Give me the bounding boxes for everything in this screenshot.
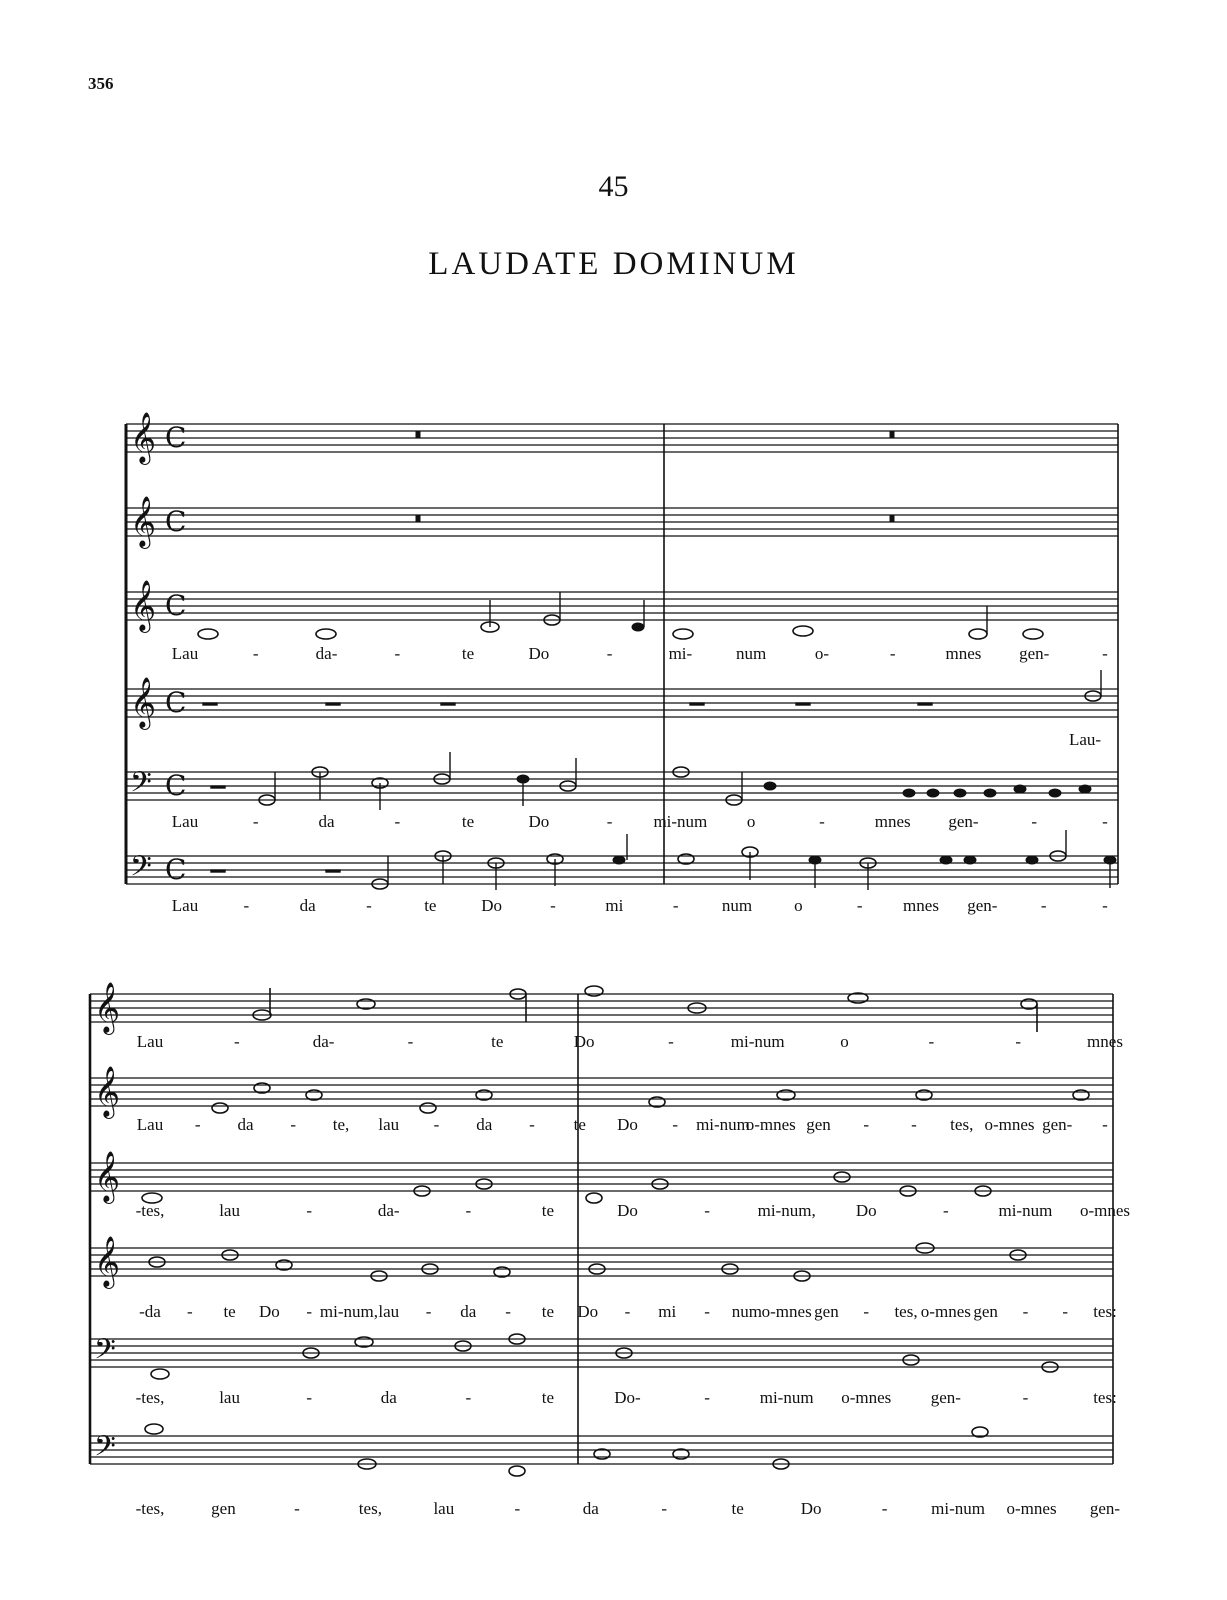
lyric-syllable: - <box>366 896 372 915</box>
lyric-syllable: mnes <box>874 812 911 831</box>
time-signature: C <box>165 686 187 719</box>
lyric-syllable: te <box>424 896 437 915</box>
lyric-syllable: o-mnes <box>920 1302 971 1321</box>
lyric-syllable: lau <box>378 1302 400 1321</box>
lyric-syllable: Lau- <box>1068 730 1102 749</box>
note <box>673 629 693 639</box>
lyric-syllable: gen <box>973 1302 998 1321</box>
lyric-syllable: mnes <box>945 644 982 663</box>
lyric-syllable: - <box>942 1201 949 1220</box>
lyric-syllable: - <box>704 1201 710 1220</box>
lyric-syllable: tes: <box>1093 1388 1117 1407</box>
lyric-syllable: - <box>911 1115 917 1134</box>
treble-clef: 𝄞 <box>130 412 157 463</box>
lyric-syllable: gen- <box>930 1388 961 1407</box>
rest <box>416 431 420 438</box>
lyric-syllable: - <box>1015 1032 1022 1051</box>
lyric-syllable: - <box>606 644 613 663</box>
lyric-syllable: o- <box>814 644 830 663</box>
lyric-syllable: -tes, <box>135 1499 165 1518</box>
system-2-clefs <box>94 982 120 1470</box>
lyric-syllable: - <box>505 1302 511 1321</box>
lyric-syllable: Lau <box>171 812 199 831</box>
lyric-syllable: da- <box>312 1032 335 1051</box>
time-signature: C <box>165 421 187 454</box>
lyric-syllable: o-mnes <box>841 1388 892 1407</box>
lyric-syllable: o-mnes <box>1006 1499 1057 1518</box>
lyric-syllable: - <box>433 1115 440 1134</box>
lyric-syllable: mi-num <box>931 1499 985 1518</box>
lyric-syllable: gen- <box>1042 1115 1073 1134</box>
lyric-syllable: - <box>661 1499 668 1518</box>
lyric-syllable: lau <box>433 1499 455 1518</box>
note <box>969 629 987 639</box>
lyric-syllable: - <box>306 1201 312 1220</box>
lyric-syllable: num <box>736 644 767 663</box>
lyric-syllable: - <box>550 896 556 915</box>
lyric-syllable: gen- <box>967 896 998 915</box>
lyric-syllable: te <box>541 1201 555 1220</box>
lyric-syllable: - <box>252 812 259 831</box>
lyric-syllable: te <box>573 1115 586 1134</box>
lyric-syllable: - <box>1022 1302 1029 1321</box>
treble-clef: 𝄞 <box>94 1151 121 1202</box>
lyric-syllable: mnes <box>903 896 939 915</box>
lyric-syllable: Do <box>528 644 550 663</box>
piece-title: LAUDATE DOMINUM <box>428 246 799 282</box>
lyric-syllable: - <box>465 1388 472 1407</box>
lyric-syllable: da <box>476 1115 493 1134</box>
lyric-syllable: gen- <box>948 812 979 831</box>
lyric-syllable: tes, <box>894 1302 918 1321</box>
lyric-syllable: gen <box>814 1302 839 1321</box>
lyric-syllable: Lau <box>136 1032 164 1051</box>
lyric-syllable: - <box>294 1499 300 1518</box>
lyric-syllable: - <box>863 1115 870 1134</box>
lyric-syllable: mi <box>605 896 624 915</box>
time-signature: C <box>165 769 187 802</box>
lyric-syllable: - <box>394 812 401 831</box>
lyric-syllable: gen- <box>1089 1499 1121 1518</box>
lyric-syllable: - <box>1102 896 1108 915</box>
lyric-syllable: - <box>624 1302 631 1321</box>
piece-number: 45 <box>598 170 629 203</box>
lyric-syllable: da- <box>315 644 338 663</box>
bass-clef: 𝄢 <box>94 1430 116 1470</box>
lyric-syllable: mi-num <box>696 1115 750 1134</box>
lyric-syllable: mnes <box>1087 1032 1123 1051</box>
lyric-syllable: Lau <box>171 896 199 915</box>
lyric-syllable: da <box>237 1115 254 1134</box>
lyric-syllable: o-mnes <box>1079 1201 1131 1220</box>
bass-clef: 𝄢 <box>130 850 152 890</box>
lyric-syllable: te <box>461 644 475 663</box>
lyric-syllable: mi-num <box>653 812 708 831</box>
lyric-syllable: Do <box>800 1499 822 1518</box>
time-signature: C <box>165 853 187 886</box>
note <box>1023 629 1043 639</box>
lyric-syllable: - <box>529 1115 535 1134</box>
lyric-syllable: - <box>1062 1302 1069 1321</box>
lyric-syllable: - <box>1102 812 1108 831</box>
lyric-syllable: da <box>380 1388 397 1407</box>
lyric-syllable: da <box>582 1499 599 1518</box>
lyric-syllable: - <box>252 644 259 663</box>
lyric-syllable: o <box>746 812 756 831</box>
lyric-syllable: - <box>514 1499 521 1518</box>
lyric-syllable: - <box>928 1032 935 1051</box>
lyric-syllable: Do <box>617 1201 638 1220</box>
time-signature: C <box>165 505 187 538</box>
lyric-syllable: - <box>394 644 401 663</box>
lyric-syllable: - <box>243 896 250 915</box>
lyric-syllable: Do <box>573 1032 595 1051</box>
lyric-syllable: - <box>672 1115 679 1134</box>
lyric-syllable: da- <box>377 1201 400 1220</box>
lyric-syllable: - <box>1102 644 1108 663</box>
lyric-syllable: mi-num <box>998 1201 1053 1220</box>
lyric-syllable: mi-num <box>759 1388 814 1407</box>
bass-clef: 𝄢 <box>94 1333 116 1373</box>
lyric-syllable: lau <box>378 1115 400 1134</box>
lyric-syllable: - <box>306 1388 312 1407</box>
treble-clef: 𝄞 <box>130 580 157 631</box>
lyric-syllable: - <box>672 896 679 915</box>
lyric-syllable: lau <box>219 1201 240 1220</box>
lyric-syllable: Do <box>528 812 550 831</box>
lyric-syllable: tes: <box>1093 1302 1117 1321</box>
lyric-syllable: - <box>819 812 825 831</box>
lyric-syllable: mi-num, <box>757 1201 816 1220</box>
note <box>316 629 336 639</box>
lyric-syllable: gen- <box>1019 644 1050 663</box>
lyric-syllable: tes, <box>358 1499 382 1518</box>
lyric-syllable: - <box>186 1302 193 1321</box>
rest <box>890 431 894 438</box>
lyric-syllable: - <box>1102 1115 1108 1134</box>
lyric-syllable: - <box>704 1388 710 1407</box>
lyric-syllable: Lau <box>136 1115 164 1134</box>
lyric-syllable: - <box>1040 896 1047 915</box>
lyric-syllable: - <box>1031 812 1038 831</box>
lyric-syllable: Do <box>577 1302 599 1321</box>
lyric-syllable: o <box>794 896 803 915</box>
note <box>198 629 218 639</box>
lyric-syllable: te, <box>332 1115 350 1134</box>
lyric-syllable: - <box>194 1115 201 1134</box>
lyric-syllable: te <box>731 1499 744 1518</box>
lyric-syllable: gen <box>211 1499 236 1518</box>
lyric-syllable: num <box>731 1302 762 1321</box>
lyric-syllable: Do <box>855 1201 877 1220</box>
lyric-syllable: - <box>1022 1388 1029 1407</box>
lyric-syllable: - <box>306 1302 312 1321</box>
lyric-syllable: o <box>840 1032 849 1051</box>
treble-clef: 𝄞 <box>94 1236 121 1287</box>
lyric-syllable: lau <box>219 1388 240 1407</box>
lyric-syllable: -tes, <box>135 1388 165 1407</box>
lyric-syllable: da <box>460 1302 477 1321</box>
lyric-syllable: Do <box>617 1115 638 1134</box>
rest <box>890 515 894 522</box>
time-signature: C <box>165 589 187 622</box>
treble-clef: 𝄞 <box>94 1066 121 1117</box>
bass-clef: 𝄢 <box>130 766 152 806</box>
lyric-syllable: - <box>881 1499 888 1518</box>
lyric-syllable: - <box>856 896 863 915</box>
lyric-syllable: o-mnes <box>745 1115 796 1134</box>
lyric-syllable: - <box>425 1302 432 1321</box>
lyric-syllable: - <box>863 1302 870 1321</box>
lyric-syllable: -tes, <box>135 1201 165 1220</box>
lyric-syllable: - <box>290 1115 297 1134</box>
treble-clef: 𝄞 <box>130 677 157 728</box>
note <box>793 626 813 636</box>
lyric-syllable: num <box>721 896 753 915</box>
rest <box>416 515 420 522</box>
lyric-syllable: - <box>889 644 896 663</box>
lyric-syllable: gen <box>806 1115 831 1134</box>
lyric-syllable: mi-num <box>730 1032 785 1051</box>
lyric-syllable: mi <box>658 1302 677 1321</box>
lyric-syllable: te <box>223 1302 236 1321</box>
lyric-syllable: - <box>465 1201 472 1220</box>
lyric-syllable: - <box>704 1302 710 1321</box>
lyric-syllable: mi-num, <box>319 1302 378 1321</box>
lyric-syllable: - <box>233 1032 240 1051</box>
lyric-syllable: o-mnes <box>984 1115 1035 1134</box>
lyric-syllable: -da <box>139 1302 161 1321</box>
lyric-syllable: - <box>668 1032 674 1051</box>
lyric-syllable: Lau <box>171 644 199 663</box>
lyric-syllable: te <box>541 1302 555 1321</box>
lyric-syllable: Do <box>481 896 503 915</box>
page-number: 356 <box>88 74 114 93</box>
lyric-syllable: Do <box>258 1302 280 1321</box>
treble-clef: 𝄞 <box>130 496 157 547</box>
lyric-syllable: - <box>606 812 613 831</box>
treble-clef: 𝄞 <box>94 982 121 1033</box>
lyric-syllable: o-mnes <box>761 1302 812 1321</box>
lyric-syllable: te <box>491 1032 504 1051</box>
lyric-syllable: da <box>299 896 316 915</box>
lyric-syllable: mi- <box>668 644 693 663</box>
lyric-syllable: Do- <box>614 1388 641 1407</box>
lyric-syllable: da <box>318 812 335 831</box>
lyric-syllable: te <box>461 812 475 831</box>
lyric-syllable: te <box>541 1388 555 1407</box>
lyric-syllable: - <box>407 1032 414 1051</box>
lyric-syllable: tes, <box>950 1115 974 1134</box>
